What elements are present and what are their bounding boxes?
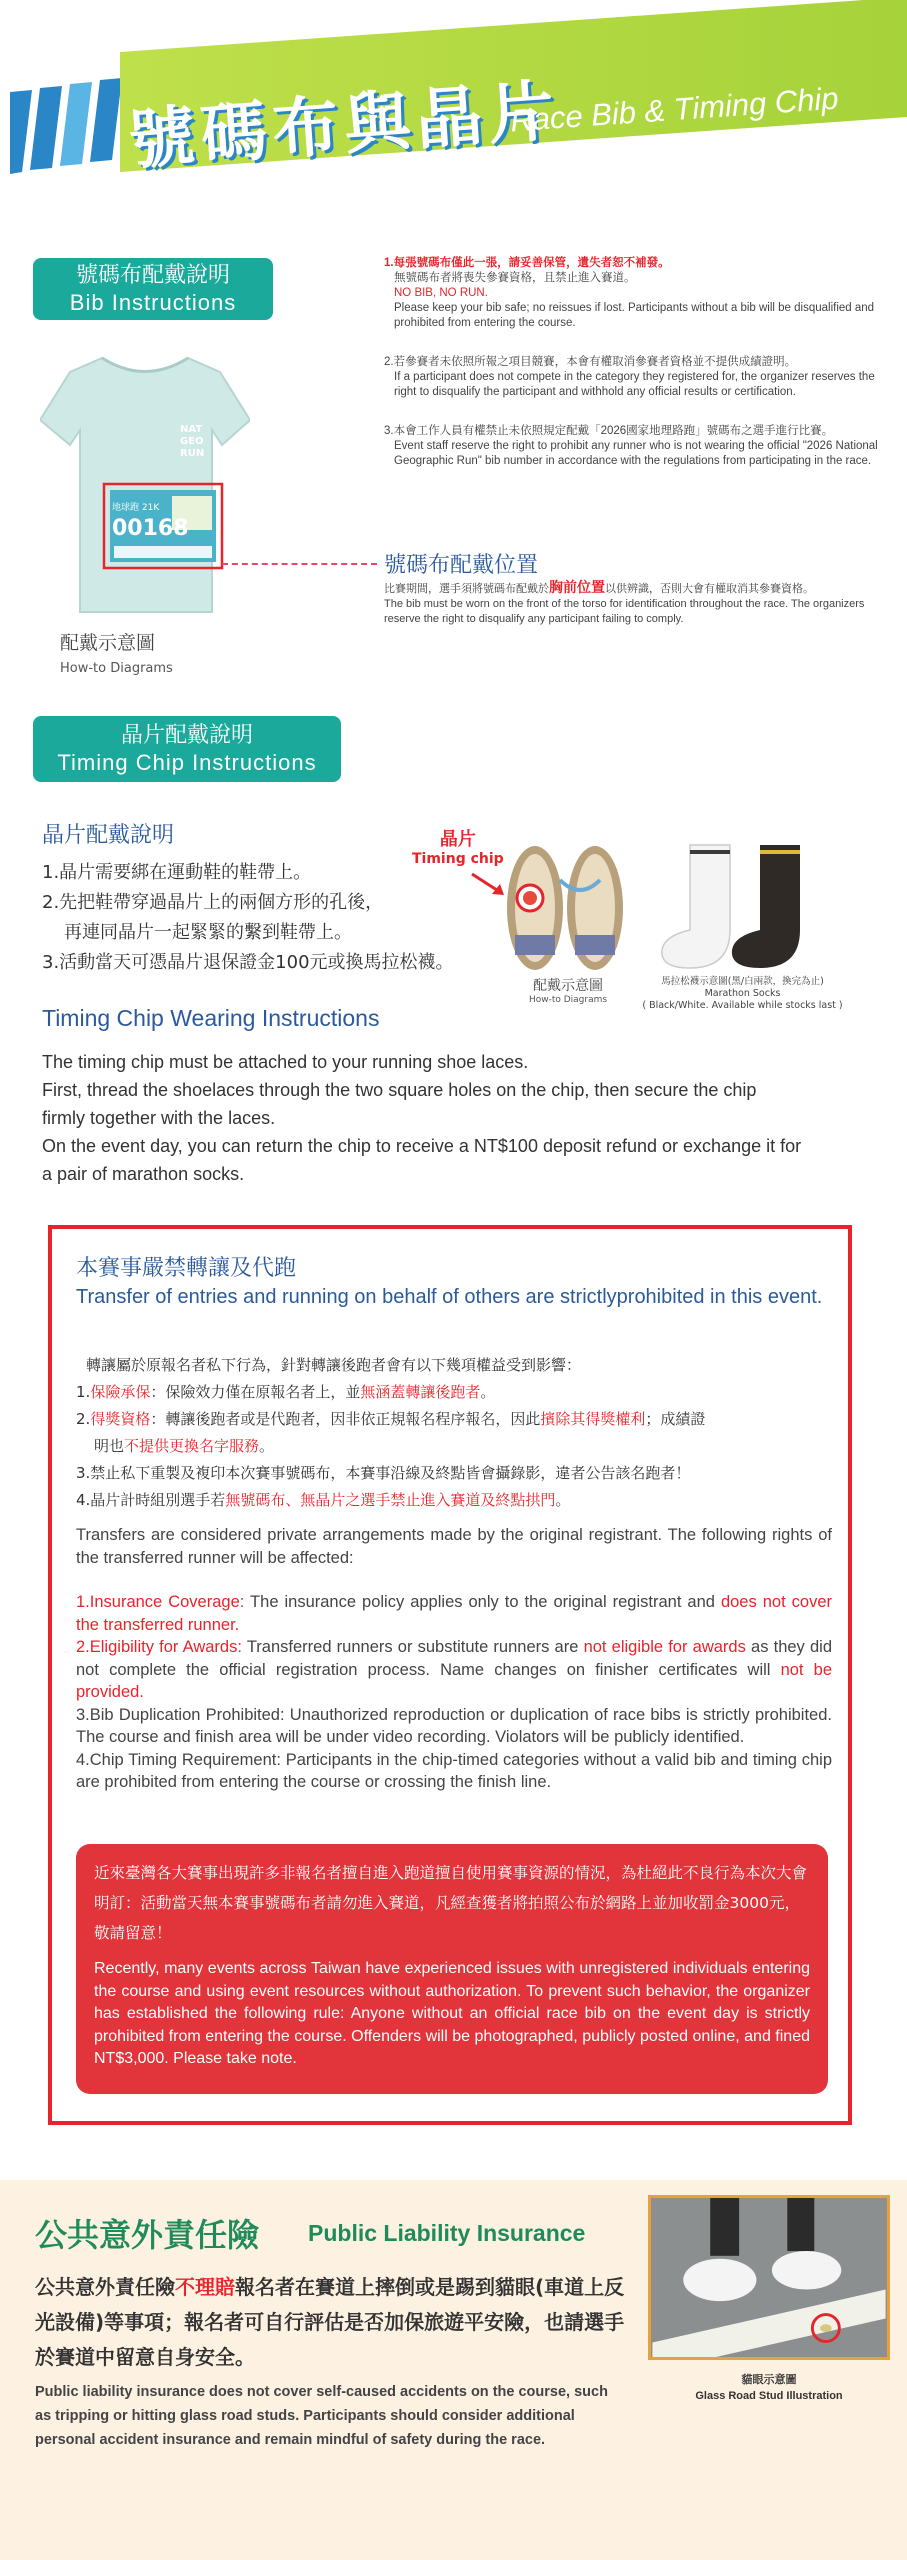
bib-rule-1-zh: 1.每張號碼布僅此一張，請妥善保管，遺失者恕不補發。 — [384, 257, 670, 269]
transfer-zh-1-text: ：保險效力僅在原報名者上，並 — [150, 1383, 361, 1401]
transfer-en-1-label: 1.Insurance Coverage: — [76, 1593, 245, 1611]
insurance-zh-a: 公共意外責任險 — [35, 2275, 175, 2299]
transfer-en-2-emph: not eligible for awards — [583, 1638, 746, 1656]
transfer-en-1 — [76, 1591, 832, 1636]
transfer-title-en: Transfer of entries and running on behalf of others are strictlyprohibited in this event. — [76, 1286, 823, 1308]
transfer-en-2-text2: as they did not complete the official registration process. Name changes on finisher certificates will — [76, 1638, 832, 1679]
bib-rule-1 — [384, 256, 884, 331]
chip-item-2b: 再連同晶片一起緊緊的繫到鞋帶上。 — [64, 922, 352, 943]
transfer-en-intro: Transfers are considered private arrangements made by the original registrant. The following rights of the transferred runner will be affected: — [76, 1526, 832, 1567]
bib-position-pointer — [222, 563, 377, 565]
transfer-zh-1-label: 保險承保 — [90, 1383, 151, 1401]
transfer-title-zh: 本賽事嚴禁轉讓及代跑 — [76, 1256, 297, 1281]
bib-position-zh-emph: 胸前位置 — [549, 579, 605, 595]
bib-pill-en: Bib Instructions — [69, 290, 237, 315]
svg-text:NAT: NAT — [180, 424, 203, 435]
transfer-en-2 — [76, 1636, 832, 1704]
bib-rule-3-en: Event staff reserve the right to prohibit any runner who is not wearing the official "2026 National Geographic Run" bib number in accordance with the regulations from participating in the race. — [394, 440, 878, 467]
transfer-zh-4-emph: 無號碼布、無晶片之選手禁止進入賽道及終點拱門 — [225, 1491, 556, 1509]
bib-rule-2 — [384, 355, 884, 400]
transfer-alert — [76, 1844, 828, 2094]
svg-text:RUN: RUN — [180, 448, 205, 459]
transfer-en-1-emph: does not cover the transferred runner. — [76, 1593, 833, 1634]
transfer-zh-intro: 轉讓屬於原報名者私下行為，針對轉讓後跑者會有以下幾項權益受到影響： — [86, 1356, 582, 1374]
banner-title-zh: 號碼布與晶片 — [126, 72, 563, 179]
bib-rule-1-zh2: 無號碼布者將喪失參賽資格，且禁止進入賽道。 — [394, 272, 636, 284]
chip-pill-zh: 晶片配戴說明 — [120, 722, 253, 747]
chip-item-2: 2.先把鞋帶穿過晶片上的兩個方形的孔後， — [42, 892, 384, 913]
transfer-zh-2-text3: 明也 — [94, 1437, 125, 1455]
chip-label-en: Timing chip — [412, 851, 504, 867]
glass-road-stud-photo — [648, 2195, 890, 2360]
transfer-zh-2-emph2: 不提供更換名字服務 — [124, 1437, 260, 1455]
bib-label: 地球跑 21K — [112, 503, 160, 513]
socks-caption-zh: 馬拉松襪示意圖(黑/白兩款，換完為止) — [661, 976, 824, 987]
transfer-en-3: 3.Bib Duplication Prohibited: Unauthorized reproduction or duplication of race bibs is strictly prohibited. The course and finish area will be under video recording. Violators will be publicly identified. — [76, 1705, 832, 1746]
socks-caption-en2: ( Black/White. Available while stocks last ) — [642, 1000, 843, 1011]
chip-en-text — [42, 1048, 802, 1188]
transfer-warning-box — [48, 1225, 852, 2125]
chip-section-pill — [33, 716, 341, 782]
bib-section-pill — [33, 258, 273, 320]
transfer-zh-3: 3.禁止私下重製及複印本次賽事號碼布，本賽事沿線及終點皆會攝錄影，違者公告該名跑者！ — [76, 1464, 691, 1482]
bib-position-title: 號碼布配戴位置 — [384, 553, 539, 578]
transfer-zh-2-text: ：轉讓後跑者或是代跑者，因非依正規報名程序報名，因此 — [150, 1410, 541, 1428]
transfer-en-2-text: Transferred runners or substitute runners are — [241, 1638, 584, 1656]
bib-rule-1-en: Please keep your bib safe; no reissues if lost. Participants without a bib will be disqualified and prohibited from entering the course. — [394, 302, 875, 329]
glass-caption — [648, 2372, 890, 2404]
chip-pill-en: Timing Chip Instructions — [57, 750, 317, 775]
bib-number: 00168 — [112, 516, 189, 541]
transfer-zh-2-text2: ；成績證 — [645, 1410, 706, 1428]
transfer-zh-1-emph: 無涵蓋轉讓後跑者 — [360, 1383, 481, 1401]
socks-diagram — [650, 840, 830, 975]
insurance-zh-b: 報名者在賽道上摔倒或是踢到貓眼(車道上反光設備)等事項；報名者可自行評估是否加保旅遊平安險，也請選手於賽道中留意自身安全。 — [35, 2275, 625, 2369]
chip-label-zh: 晶片 — [439, 829, 476, 850]
bib-position-en: The bib must be worn on the front of the torso for identification throughout the race. The organizers reserve the right to disqualify any participant failing to comply. — [384, 598, 865, 625]
chip-en-line-1: The timing chip must be attached to your running shoe laces. — [42, 1052, 529, 1072]
shoe-caption — [508, 975, 628, 1005]
bib-pill-zh: 號碼布配戴說明 — [75, 262, 230, 287]
glass-caption-en: Glass Road Stud Illustration — [695, 2390, 843, 2402]
transfer-zh-4-a: 4.晶片計時組別選手若 — [76, 1491, 226, 1509]
bib-rule-3 — [384, 424, 884, 469]
transfer-en-1-text: The insurance policy applies only to the original registrant and — [244, 1593, 721, 1611]
insurance-zh-text — [35, 2270, 625, 2375]
bib-position-zh-a: 比賽期間，選手須將號碼布配戴於 — [384, 583, 549, 595]
transfer-zh-2-emph: 擯除其得獎權利 — [540, 1410, 646, 1428]
bib-position-text — [384, 580, 889, 627]
bib-rule-1-emph: NO BIB, NO RUN. — [394, 287, 488, 299]
bib-diagram-caption — [60, 628, 173, 676]
chip-en-title: Timing Chip Wearing Instructions — [42, 1005, 380, 1031]
insurance-title-zh: 公共意外責任險 — [35, 2216, 260, 2254]
bib-rules — [384, 256, 884, 493]
header-banner — [0, 0, 907, 190]
bib-position-zh-c: 以供辨識，否則大會有權取消其參賽資格。 — [605, 583, 814, 595]
bib-rule-2-en: If a participant does not compete in the category they registered for, the organizer reserves the right to disqualify the participant and withhold any official results or certification. — [394, 371, 875, 398]
chip-en-line-3: On the event day, you can return the chip to receive a NT$100 deposit refund or exchange it for a pair of marathon socks. — [42, 1136, 802, 1184]
bib-diagram-caption-zh: 配戴示意圖 — [60, 632, 156, 654]
transfer-en-2-label: 2.Eligibility for Awards: — [76, 1638, 242, 1656]
chip-en-line-2: First, thread the shoelaces through the two square holes on the chip, then secure the chip firmly together with the laces. — [42, 1080, 757, 1128]
chip-label — [412, 825, 504, 867]
insurance-zh-emph: 不理賠 — [175, 2275, 235, 2299]
transfer-alert-zh: 近來臺灣各大賽事出現許多非報名者擅自進入跑道擅自使用賽事資源的情況，為杜絕此不良行為本次大會明訂：活動當天無本賽事號碼布者請勿進入賽道，凡經查獲者將拍照公布於網路上並加收罰金3000元，敬請留意！ — [94, 1864, 808, 1942]
insurance-section — [0, 2180, 907, 2560]
bib-rule-2-zh: 2.若參賽者未依照所報之項目競賽，本會有權取消參賽者資格並不提供成績證明。 — [384, 356, 797, 368]
socks-caption — [630, 976, 855, 1012]
shoes-diagram — [500, 840, 630, 975]
transfer-zh-list: 轉讓屬於原報名者私下行為，針對轉讓後跑者會有以下幾項權益受到影響： 1.保險承保：保險效力僅在原報名者上，並無涵蓋轉讓後跑者。 2.得獎資格：轉讓後跑者或是代跑者，因非依正規報名程序報名，因此擯除其得獎權利；成績證 明也不提供更換名字服務。 3.禁止私下重製及複印本次賽事號碼布，本賽事沿線及終點皆會攝錄影，違者公告該名跑者！ 4.晶片計時組別選手若無號碼布、無晶片之選手禁止進入賽道及終點拱門。 — [76, 1352, 836, 1514]
bib-rule-3-zh: 3.本會工作人員有權禁止未依照規定配戴「2026國家地理路跑」號碼布之選手進行比賽。 — [384, 425, 834, 437]
transfer-en-4: 4.Chip Timing Requirement: Participants in the chip-timed categories without a valid bib and timing chip are prohibited from entering the course or crossing the finish line. — [76, 1750, 832, 1791]
chip-item-1: 1.晶片需要綁在運動鞋的鞋帶上。 — [42, 862, 312, 883]
banner-title-en: Race Bib & Timing Chip — [509, 80, 840, 139]
glass-caption-zh: 貓眼示意圖 — [741, 2374, 797, 2386]
chip-item-3: 3.活動當天可憑晶片退保證金100元或換馬拉松襪。 — [42, 952, 454, 973]
shoe-caption-en: How-to Diagrams — [528, 995, 608, 1005]
transfer-en-list — [76, 1524, 832, 1794]
tshirt-diagram — [40, 350, 250, 620]
insurance-en-text: Public liability insurance does not cover self-caused accidents on the course, such as tripping or hitting glass road studs. Participants should consider additional personal accident insurance and remain mindful of safety during the race. — [35, 2384, 608, 2448]
insurance-title-en: Public Liability Insurance — [308, 2220, 586, 2246]
transfer-en-2-emph2: not be provided. — [76, 1660, 833, 1701]
socks-caption-en: Marathon Socks — [704, 988, 781, 999]
bib-diagram-caption-en: How-to Diagrams — [60, 661, 173, 676]
transfer-zh-2-label: 得獎資格 — [90, 1410, 151, 1428]
svg-text:GEO: GEO — [180, 436, 204, 447]
chip-subtitle: 晶片配戴說明 — [42, 823, 175, 848]
transfer-alert-en: Recently, many events across Taiwan have experienced issues with unregistered individuals entering the course and using event resources without authorization. To prevent such behavior, the organizer has established the following rule: Anyone without an official race bib on the event day is strictly prohibited from entering the course. Offenders will be photographed, publicly posted online, and fined NT$3,000. Please take note. — [94, 1960, 810, 2067]
shoe-caption-zh: 配戴示意圖 — [533, 978, 603, 994]
chip-instructions-list — [42, 858, 512, 978]
